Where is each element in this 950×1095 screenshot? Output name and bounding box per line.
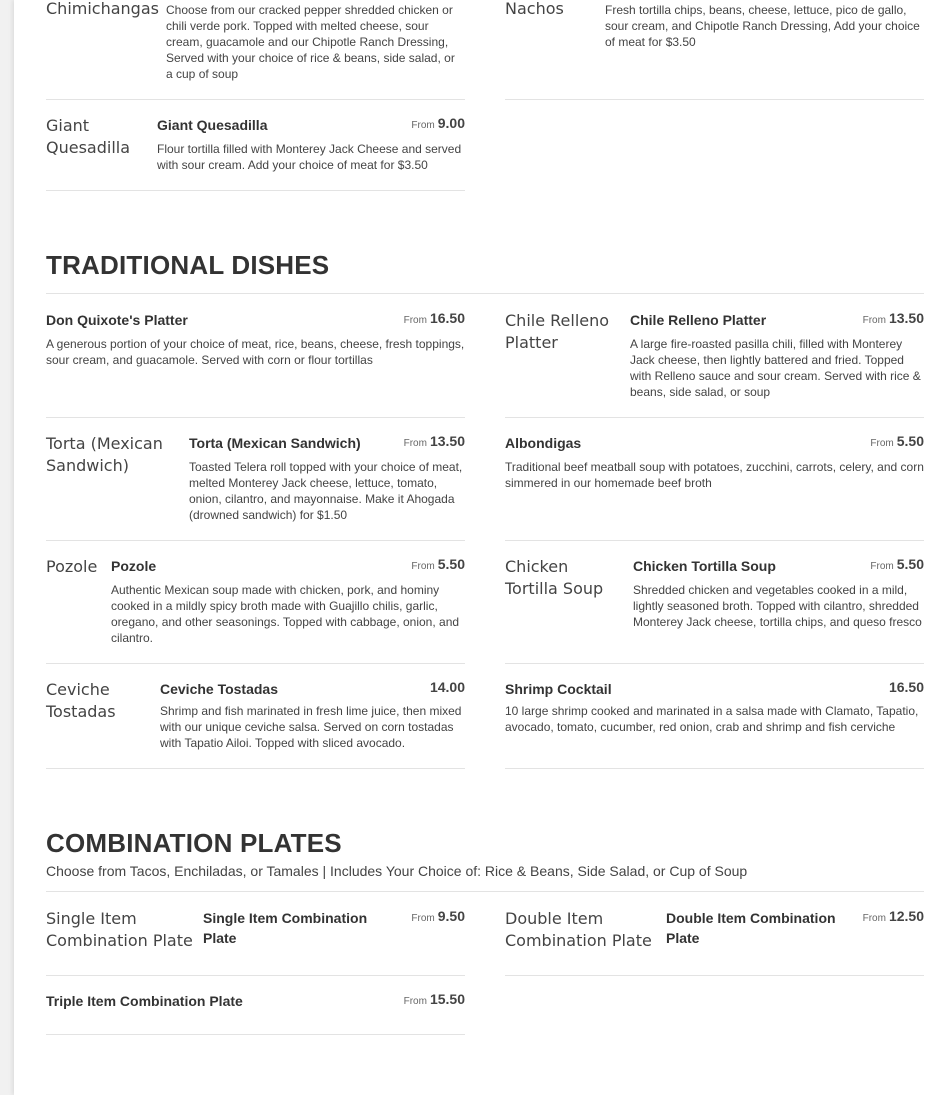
item-description: Flour tortilla filled with Monterey Jack Cheese and served with sour cream. Add your choice of meat for $3.50 (157, 142, 462, 172)
item-name[interactable]: Chile Relleno Platter (630, 312, 767, 328)
item-price (404, 433, 465, 451)
price-from-label: From (411, 913, 435, 924)
item-price (411, 908, 465, 926)
price-amount: 9.50 (437, 908, 465, 924)
price-from-label: From (403, 996, 427, 1007)
item-name[interactable]: Double Item Combination Plate (666, 910, 836, 946)
divider (46, 1034, 465, 1035)
divider (46, 540, 465, 541)
item-name[interactable]: Single Item Combination Plate (203, 910, 368, 946)
price-amount: 16.50 (429, 310, 465, 326)
divider (46, 99, 465, 100)
section-title-traditional: TRADITIONAL DISHES (46, 250, 330, 280)
section-divider (46, 891, 924, 892)
section-divider (46, 293, 924, 294)
item-price (411, 556, 465, 574)
item-name[interactable]: Giant Quesadilla (157, 117, 268, 133)
item-price (870, 556, 924, 574)
torta-image[interactable]: Torta (Mexican Sandwich) (46, 434, 163, 475)
ceviche-tostadas-image[interactable]: Ceviche Tostadas (46, 680, 116, 721)
price-amount: 5.50 (896, 433, 924, 449)
divider (505, 975, 924, 976)
item-price (411, 115, 465, 133)
price-amount: 5.50 (896, 556, 924, 572)
item-description: A large fire-roasted pasilla chili, filled with Monterey Jack cheese, then lightly battered and fried. Topped with Relleno sauce and sour cream. Served with rice & beans, side salad, or soup (630, 337, 921, 399)
price-amount: 16.50 (888, 679, 924, 695)
divider (505, 768, 924, 769)
price-from-label: From (870, 561, 894, 572)
price-amount: 13.50 (888, 310, 924, 326)
single-combination-image[interactable]: Single Item Combination Plate (46, 909, 193, 950)
giant-quesadilla-image[interactable]: Giant Quesadilla (46, 116, 131, 157)
divider (46, 768, 465, 769)
price-amount: 13.50 (429, 433, 465, 449)
item-name[interactable]: Don Quixote's Platter (46, 312, 188, 328)
chimichangas-description: Choose from our cracked pepper shredded chicken or chili verde pork. Topped with melted cheese, sour cream, guacamole and our Chipotle Ranch Dressing, Served with your choice of rice & beans, side salad, or a cup of soup (166, 3, 455, 81)
item-name[interactable]: Ceviche Tostadas (160, 681, 279, 697)
divider (46, 417, 465, 418)
chile-relleno-image[interactable]: Chile Relleno Platter (505, 311, 610, 352)
nachos-description: Fresh tortilla chips, beans, cheese, lettuce, pico de gallo, sour cream, and Chipotle Ranch Dressing, Add your choice of meat for $3.50 (605, 3, 920, 49)
double-combination-image[interactable]: Double Item Combination Plate (505, 909, 652, 950)
item-price (863, 310, 924, 328)
section-title-combination: COMBINATION PLATES (46, 828, 342, 858)
divider (505, 663, 924, 664)
item-description: Toasted Telera roll topped with your choice of meat, melted Monterey Jack cheese, lettuce, tomato, onion, cilantro, and mayonnaise. Make it Ahogada (drowned sandwich) for $1.50 (189, 460, 463, 522)
price-amount: 14.00 (429, 679, 465, 695)
price-amount: 12.50 (888, 908, 924, 924)
item-price (404, 310, 465, 328)
price-amount: 9.00 (437, 115, 465, 131)
price-from-label: From (411, 120, 435, 131)
price-from-label: From (862, 913, 886, 924)
item-name[interactable]: Pozole (111, 558, 157, 574)
item-price (870, 433, 924, 451)
item-name[interactable]: Shrimp Cocktail (505, 681, 612, 697)
item-description: Traditional beef meatball soup with potatoes, zucchini, carrots, celery, and corn simmered in our homemade beef broth (505, 460, 924, 490)
item-price (404, 991, 465, 1009)
price-amount: 15.50 (429, 991, 465, 1007)
item-description: Shrimp and fish marinated in fresh lime juice, then mixed with our unique ceviche salsa. Served on corn tostadas with Tapatio Ailoi. Topped with sliced avocado. (160, 704, 462, 750)
price-from-label: From (403, 438, 427, 449)
item-description: A generous portion of your choice of meat, rice, beans, cheese, fresh toppings, sour cream, and guacamole. Served with corn or flour tortillas (46, 337, 465, 367)
divider (46, 975, 465, 976)
price-from-label: From (403, 315, 427, 326)
menu-page (14, 0, 950, 1095)
price-from-label: From (870, 438, 894, 449)
item-name[interactable]: Triple Item Combination Plate (46, 993, 243, 1009)
price-from-label: From (862, 315, 886, 326)
nachos-image[interactable]: Nachos (505, 0, 564, 18)
divider (46, 663, 465, 664)
section-subtitle-combination: Choose from Tacos, Enchiladas, or Tamales | Includes Your Choice of: Rice & Beans, Side Salad, or Cup of Soup (46, 863, 748, 879)
divider (505, 540, 924, 541)
divider (505, 417, 924, 418)
item-description: 10 large shrimp cooked and marinated in a salsa made with Clamato, Tapatio, avocado, tomato, cucumber, red onion, crab and shrimp and fish cerviche (505, 704, 919, 734)
item-price (863, 908, 924, 926)
chimichangas-image[interactable]: Chimichangas (46, 0, 159, 18)
item-price (430, 679, 465, 697)
item-name[interactable]: Albondigas (505, 435, 582, 451)
chicken-tortilla-soup-image[interactable]: Chicken Tortilla Soup (505, 557, 604, 598)
price-amount: 5.50 (437, 556, 465, 572)
divider (46, 190, 465, 191)
pozole-image[interactable]: Pozole (46, 557, 98, 576)
price-from-label: From (411, 561, 435, 572)
divider (505, 99, 924, 100)
item-description: Shredded chicken and vegetables cooked in a mild, lightly seasoned broth. Topped with cilantro, shredded Monterey Jack cheese, tortilla chips, and queso fresco (633, 583, 922, 629)
item-name[interactable]: Torta (Mexican Sandwich) (189, 435, 361, 451)
item-name[interactable]: Chicken Tortilla Soup (633, 558, 776, 574)
item-description: Authentic Mexican soup made with chicken, pork, and hominy cooked in a mildly spicy broth made with Guajillo chilis, garlic, oregano, and other seasonings. Topped with cabbage, onion, and cilantro. (111, 583, 460, 645)
item-price (889, 679, 924, 697)
